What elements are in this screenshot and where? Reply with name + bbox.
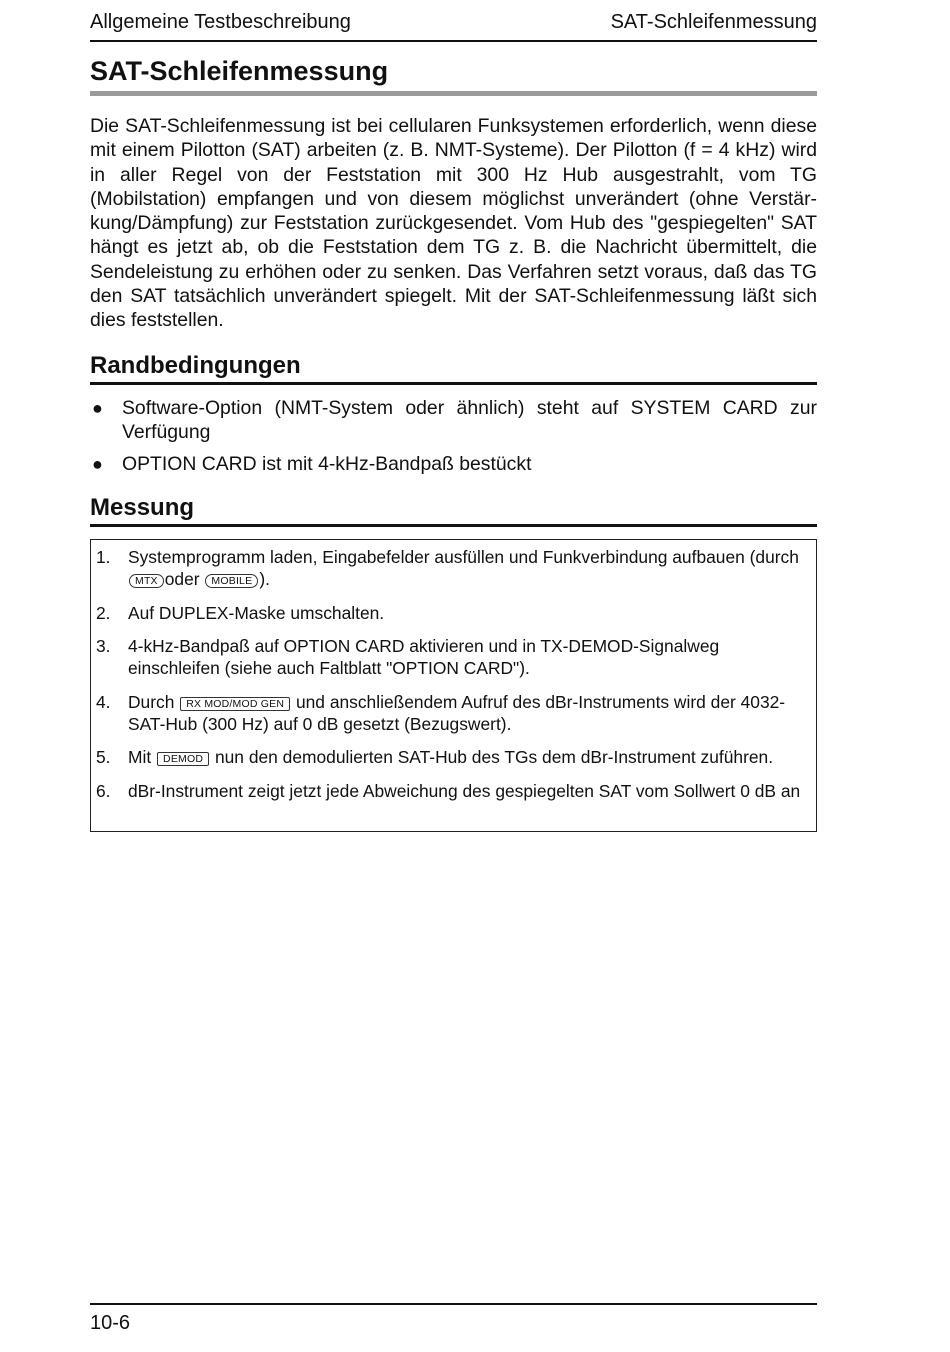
step-item xyxy=(94,746,808,768)
step-item xyxy=(94,691,808,735)
section-title-messung: Messung xyxy=(90,494,817,527)
step-text: Durch xyxy=(128,691,175,712)
title-underline xyxy=(90,91,817,96)
page-title: SAT-Schleifenmessung xyxy=(90,56,389,86)
step-number: 4. xyxy=(96,691,111,712)
list-item xyxy=(90,452,817,476)
step-number: 6. xyxy=(96,780,111,801)
list-item-text: Software-Option (NMT-System oder ähnlich) steht auf SYSTEM CARD zur Verfügung xyxy=(122,397,817,444)
page-number: 10-6 xyxy=(90,1312,131,1334)
step-text: nun den demodulierten SAT-Hub des TGs dem dBr-Instrument zuführen. xyxy=(214,747,774,767)
step-number: 3. xyxy=(96,636,111,656)
running-header xyxy=(90,10,817,42)
step-text: und anschließendem Aufruf des dBr-Instruments wird der 4032-SAT-Hub (300 Hz) auf 0 dB gesetzt (Bezugswert). xyxy=(128,691,786,734)
intro-paragraph: Die SAT-Schleifenmessung ist bei cellularen Funksystemen erforderlich, wenn diese mit einem Pilotton (SAT) arbeiten (z. B. NMT-Systeme). Der Pilotton (f = 4 kHz) wird in aller Regel von der Feststation mit 300 Hz Hub ausgestrahlt, vom TG (Mobilstation) empfangen und von diesem möglichst unverändert (ohne Verstärkung/Dämpfung) zur Feststation zurückgesendet. Vom Hub des "gespiegelten" SAT hängt es jetzt ab, ob die Feststation dem TG z. B. die Nachricht übermittelt, die Sendeleistung zu erhöhen oder zu senken. Das Verfahren setzt voraus, daß das TG den SAT tatsächlich unverändert spiegelt. Mit der SAT-Schleifenmessung läßt sich dies feststellen. xyxy=(90,115,817,332)
step-item xyxy=(94,546,808,590)
key-mobile-icon: MOBILE xyxy=(205,574,258,588)
step-text: oder xyxy=(164,569,200,589)
step-item xyxy=(94,780,808,802)
step-text: ). xyxy=(259,569,270,589)
key-rx-mod-icon: RX MOD/MOD GEN xyxy=(180,697,290,711)
list-item-text: OPTION CARD ist mit 4-kHz-Bandpaß bestückt xyxy=(122,452,532,475)
running-header-section: SAT-Schleifenmessung xyxy=(610,11,817,33)
bullet-icon: ● xyxy=(92,453,103,474)
step-text: Systemprogramm laden, Eingabefelder ausfüllen und Funkverbindung aufbauen (durch xyxy=(128,547,799,567)
step-number: 5. xyxy=(96,747,111,767)
running-header-chapter: Allgemeine Testbeschreibung xyxy=(90,11,351,33)
step-item xyxy=(94,635,808,679)
step-text: Mit xyxy=(128,747,152,767)
list-item xyxy=(90,396,817,445)
steps-list xyxy=(91,540,816,802)
step-text: Auf DUPLEX-Maske umschalten. xyxy=(128,602,385,623)
step-text: dBr-Instrument zeigt jetzt jede Abweichung des gespiegelten SAT vom Sollwert 0 dB an xyxy=(128,780,801,801)
key-demod-icon: DEMOD xyxy=(157,752,209,766)
step-number: 1. xyxy=(96,547,111,567)
section-title-randbedingungen: Randbedingungen xyxy=(90,352,817,385)
bullet-icon: ● xyxy=(92,398,103,418)
step-number: 2. xyxy=(96,602,111,623)
footer-rule xyxy=(90,1303,817,1305)
steps-box xyxy=(90,539,817,832)
conditions-list xyxy=(90,396,817,483)
step-item xyxy=(94,602,808,624)
step-text: 4-kHz-Bandpaß auf OPTION CARD aktivieren und in TX-DEMOD-Signalweg einschleifen (siehe auch Faltblatt "OPTION CARD"). xyxy=(128,636,720,678)
key-mtx-icon: MTX xyxy=(129,574,164,588)
